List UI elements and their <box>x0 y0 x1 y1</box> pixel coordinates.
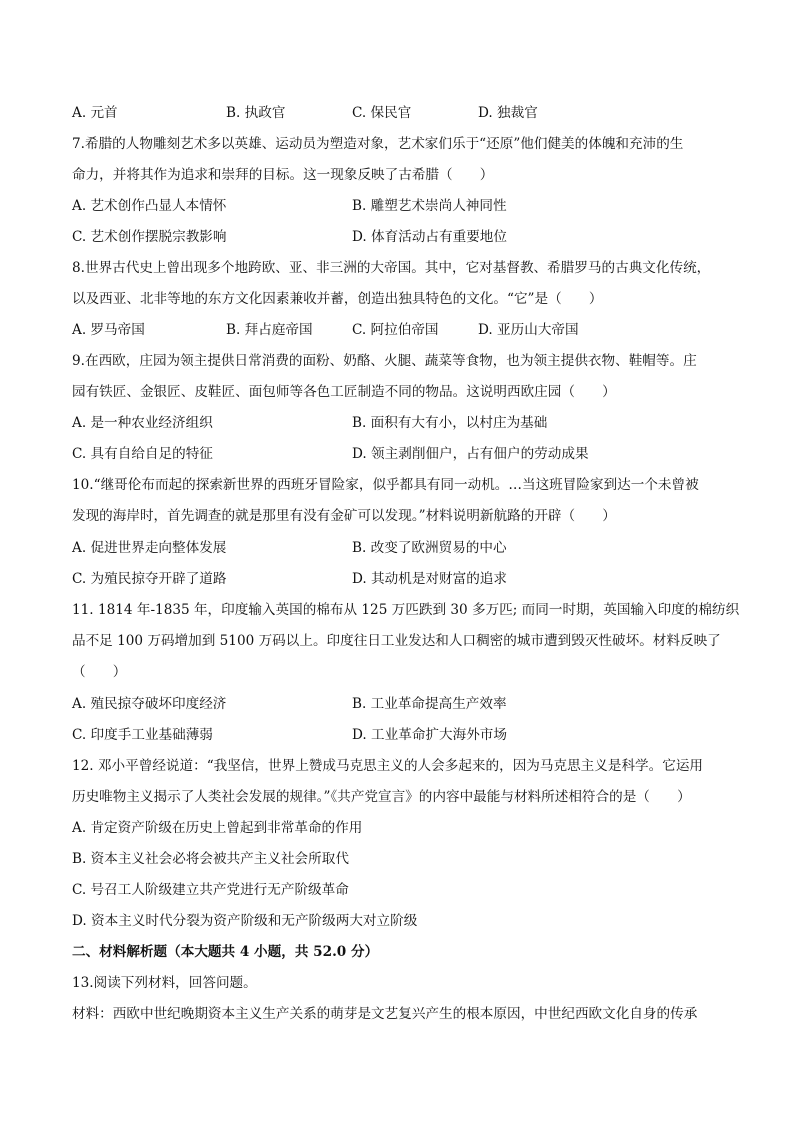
q11-stem-line-2: 品不足 100 万码增加到 5100 万码以上。印度往日工业发达和人口稠密的城市遭到毁灭性破坏。材料反映了 <box>72 633 721 649</box>
q10-option-d: D. 其动机是对财富的追求 <box>352 571 507 587</box>
q11-stem-line-3: （ ） <box>72 664 127 680</box>
q12-option-c: C. 号召工人阶级建立共产党进行无产阶级革命 <box>72 882 349 898</box>
q11-stem-line-1: 11. 1814 年-1835 年，印度输入英国的棉布从 125 万匹跌到 30 多万匹; 而同一时期，英国输入印度的棉纺织 <box>72 602 740 618</box>
q12-stem-line-2: 历史唯物主义揭示了人类社会发展的规律。”《共产党宣言》的内容中最能与材料所述相符合的是（ ） <box>72 789 691 805</box>
q6-option-b: B. 执政官 <box>226 105 286 121</box>
q7-option-b: B. 雕塑艺术崇尚人神同性 <box>352 198 507 214</box>
q10-option-a: A. 促进世界走向整体发展 <box>72 540 227 556</box>
q8-stem-line-1: 8.世界古代史上曾出现多个地跨欧、亚、非三洲的大帝国。其中，它对基督教、希腊罗马的古典文化传统， <box>72 260 711 276</box>
q7-option-c: C. 艺术创作摆脱宗教影响 <box>72 229 227 245</box>
q10-stem-line-1: 10.“继哥伦布而起的探索新世界的西班牙冒险家，似乎都具有同一动机。…当这班冒险家到达一个未曾被 <box>72 477 699 493</box>
q6-option-d: D. 独裁官 <box>478 105 538 121</box>
q7-stem-line-1: 7.希腊的人物雕刻艺术多以英雄、运动员为塑造对象，艺术家们乐于“还原”他们健美的体魄和充沛的生 <box>72 136 684 152</box>
q8-stem-line-2: 以及西亚、北非等地的东方文化因素兼收并蓄，创造出独具特色的文化。“它”是（ ） <box>72 291 603 307</box>
q9-option-b: B. 面积有大有小，以村庄为基础 <box>352 415 548 431</box>
q13-material-line-1: 材料：西欧中世纪晚期资本主义生产关系的萌芽是文艺复兴产生的根本原因，中世纪西欧文化自身的传承 <box>72 1006 698 1022</box>
q9-stem-line-2: 园有铁匠、金银匠、皮鞋匠、面包师等各色工匠制造不同的物品。这说明西欧庄园（ ） <box>72 384 616 400</box>
q6-option-c: C. 保民官 <box>352 105 412 121</box>
q12-stem-line-1: 12. 邓小平曾经说道：“我坚信，世界上赞成马克思主义的人会多起来的，因为马克思主义是科学。它运用 <box>72 758 704 774</box>
q8-option-d: D. 亚历山大帝国 <box>478 322 579 338</box>
q9-option-a: A. 是一种农业经济组织 <box>72 415 213 431</box>
q10-option-b: B. 改变了欧洲贸易的中心 <box>352 540 507 556</box>
q10-stem-line-2: 发现的海岸时，首先调查的就是那里有没有金矿可以发现。”材料说明新航路的开辟（ ） <box>72 508 616 524</box>
q13-stem-line-1: 13.阅读下列材料，回答问题。 <box>72 975 257 991</box>
q9-option-c: C. 具有自给自足的特征 <box>72 446 213 462</box>
q7-option-d: D. 体育活动占有重要地位 <box>352 229 507 245</box>
q10-option-c: C. 为殖民掠夺开辟了道路 <box>72 571 227 587</box>
q8-option-b: B. 拜占庭帝国 <box>226 322 313 338</box>
q11-option-b: B. 工业革命提高生产效率 <box>352 696 507 712</box>
q8-option-a: A. 罗马帝国 <box>72 322 145 338</box>
q12-option-b: B. 资本主义社会必将会被共产主义社会所取代 <box>72 851 349 867</box>
q7-option-a: A. 艺术创作凸显人本情怀 <box>72 198 227 214</box>
section-heading: 二、材料解析题（本大题共 4 小题，共 52.0 分） <box>72 944 379 960</box>
q11-option-c: C. 印度手工业基础薄弱 <box>72 727 213 743</box>
q9-option-d: D. 领主剥削佃户，占有佃户的劳动成果 <box>352 446 589 462</box>
q11-option-a: A. 殖民掠夺破坏印度经济 <box>72 696 227 712</box>
q11-option-d: D. 工业革命扩大海外市场 <box>352 727 507 743</box>
q12-option-a: A. 肯定资产阶级在历史上曾起到非常革命的作用 <box>72 820 363 836</box>
q12-option-d: D. 资本主义时代分裂为资产阶级和无产阶级两大对立阶级 <box>72 913 418 929</box>
q6-option-a: A. 元首 <box>72 105 118 121</box>
q7-stem-line-2: 命力，并将其作为追求和崇拜的目标。这一现象反映了古希腊（ ） <box>72 167 494 183</box>
q8-option-c: C. 阿拉伯帝国 <box>352 322 439 338</box>
q9-stem-line-1: 9.在西欧，庄园为领主提供日常消费的面粉、奶酪、火腿、蔬菜等食物，也为领主提供衣物、鞋帽等。庄 <box>72 353 697 369</box>
